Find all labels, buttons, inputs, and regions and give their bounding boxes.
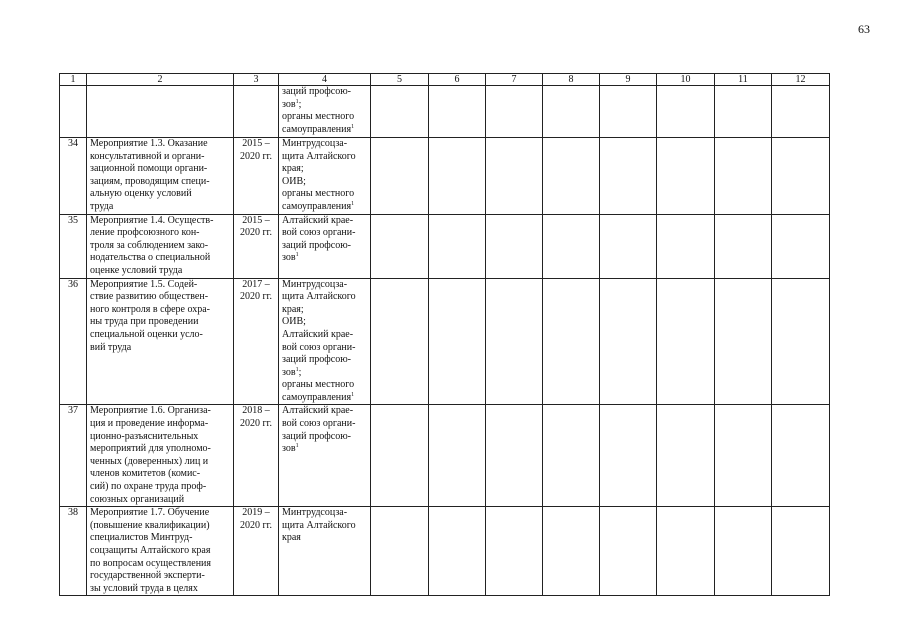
empty-cell-col-11 xyxy=(715,405,772,507)
empty-cell-col-8 xyxy=(543,507,600,596)
measure-description xyxy=(87,214,234,278)
empty-cell-col-9 xyxy=(600,405,657,507)
empty-cell-col-5 xyxy=(371,214,429,278)
table-body xyxy=(60,86,830,596)
empty-cell-col-12 xyxy=(772,405,830,507)
executor-text: вой союз органи- xyxy=(282,227,356,239)
empty-cell-col-10 xyxy=(657,138,715,215)
executor-line xyxy=(282,227,367,240)
executors xyxy=(279,214,371,278)
measure-line: альную оценку условий xyxy=(90,188,192,200)
implementation-period xyxy=(234,138,279,215)
executor-line xyxy=(282,316,367,329)
column-header: 7 xyxy=(486,74,543,86)
empty-cell-col-5 xyxy=(371,278,429,405)
executor-line xyxy=(282,379,367,392)
empty-cell-col-6 xyxy=(429,138,486,215)
empty-cell-col-11 xyxy=(715,507,772,596)
executor-punctuation: ; xyxy=(298,98,302,110)
period-line: 2020 гг. xyxy=(239,150,273,162)
executor-line xyxy=(282,252,367,265)
measure-line: ного контроля в сфере охра- xyxy=(90,303,211,315)
executor-line xyxy=(282,354,367,367)
empty-cell-col-8 xyxy=(543,138,600,215)
empty-cell-col-12 xyxy=(772,507,830,596)
executor-text: вой союз органи- xyxy=(282,418,356,430)
measure-line: Мероприятие 1.3. Оказание xyxy=(90,138,208,149)
implementation-period xyxy=(234,214,279,278)
footnote-mark: 1 xyxy=(351,123,355,130)
empty-cell-col-7 xyxy=(486,138,543,215)
empty-cell-col-8 xyxy=(543,278,600,405)
executor-line xyxy=(282,431,367,444)
measure-line: ствие развитию обществен- xyxy=(90,291,209,303)
empty-cell-col-7 xyxy=(486,214,543,278)
column-header: 10 xyxy=(657,74,715,86)
executor-text: заций профсою- xyxy=(282,354,352,366)
executors xyxy=(279,278,371,405)
executor-text: Минтрудсоцза- xyxy=(282,507,348,519)
empty-cell-col-5 xyxy=(371,86,429,138)
empty-cell-col-9 xyxy=(600,507,657,596)
measure-line: специалистов Минтруд- xyxy=(90,532,193,544)
executor-line xyxy=(282,507,367,520)
executor-text: зов xyxy=(282,366,296,378)
executor-line xyxy=(282,188,367,201)
empty-cell-col-6 xyxy=(429,278,486,405)
executor-text: Алтайский крае- xyxy=(282,405,354,417)
executor-text: вой союз органи- xyxy=(282,341,356,353)
executors xyxy=(279,405,371,507)
measure-line: ление профсоюзного кон- xyxy=(90,227,200,239)
empty-cell-col-7 xyxy=(486,507,543,596)
measure-line: труда xyxy=(90,200,114,212)
executor-text: самоуправления xyxy=(282,391,352,403)
column-header: 8 xyxy=(543,74,600,86)
executor-line xyxy=(282,201,367,214)
measure-line: соцзащиты Алтайского края xyxy=(90,545,211,556)
executor-text: Алтайский крае- xyxy=(282,214,354,226)
period-line: 2015 – xyxy=(242,214,270,226)
executor-line xyxy=(282,111,367,124)
executor-line xyxy=(282,279,367,292)
executor-line xyxy=(282,215,367,228)
table-row xyxy=(60,214,830,278)
empty-cell-col-7 xyxy=(486,278,543,405)
executor-line xyxy=(282,240,367,253)
executor-line xyxy=(282,443,367,456)
empty-cell-col-10 xyxy=(657,86,715,138)
measure-line: Мероприятие 1.6. Организа- xyxy=(90,405,211,417)
empty-cell-col-9 xyxy=(600,278,657,405)
empty-cell-col-10 xyxy=(657,405,715,507)
executor-text: органы местного xyxy=(282,111,355,123)
measure-line: ция и проведение информа- xyxy=(90,418,209,430)
executor-text: органы местного xyxy=(282,188,355,200)
measure-line: членов комитетов (комис- xyxy=(90,468,201,480)
measure-line: союзных организаций xyxy=(90,493,185,505)
measures-table xyxy=(59,73,830,596)
measure-line: мероприятий для уполномо- xyxy=(90,443,211,455)
empty-cell-col-5 xyxy=(371,507,429,596)
measure-line: государственной эксперти- xyxy=(90,570,205,582)
executor-line xyxy=(282,291,367,304)
executor-line xyxy=(282,532,367,545)
measure-line: Мероприятие 1.7. Обучение xyxy=(90,507,210,519)
empty-cell-col-8 xyxy=(543,86,600,138)
empty-cell-col-12 xyxy=(772,214,830,278)
executor-text: края; xyxy=(282,303,304,315)
executor-text: самоуправления xyxy=(282,123,352,135)
measure-line: Мероприятие 1.5. Содей- xyxy=(90,278,198,290)
executor-line xyxy=(282,304,367,317)
measure-line: консультативной и органи- xyxy=(90,150,205,162)
empty-cell-col-12 xyxy=(772,138,830,215)
measure-line: зационной помощи органи- xyxy=(90,163,208,175)
row-number xyxy=(60,86,87,138)
executor-line xyxy=(282,163,367,176)
column-header: 12 xyxy=(772,74,830,86)
executor-text: щита Алтайского xyxy=(282,291,356,303)
executor-text: самоуправления xyxy=(282,200,352,212)
period-line: 2020 гг. xyxy=(239,291,273,303)
column-header: 9 xyxy=(600,74,657,86)
row-number: 38 xyxy=(60,507,87,596)
measure-line: оценке условий труда xyxy=(90,264,183,276)
implementation-period xyxy=(234,86,279,138)
executor-text: Минтрудсоцза- xyxy=(282,138,348,149)
footnote-mark: 1 xyxy=(295,443,299,450)
table-row xyxy=(60,86,830,138)
executor-line xyxy=(282,342,367,355)
executor-line xyxy=(282,418,367,431)
executor-text: края xyxy=(282,532,301,544)
table-row xyxy=(60,507,830,596)
period-line: 2020 гг. xyxy=(239,418,273,430)
period-line: 2020 гг. xyxy=(239,519,273,531)
executor-text: заций профсою- xyxy=(282,86,352,97)
period-line: 2019 – xyxy=(242,507,270,519)
period-line: 2018 – xyxy=(242,405,270,417)
row-number: 34 xyxy=(60,138,87,215)
measure-description xyxy=(87,278,234,405)
column-header: 1 xyxy=(60,74,87,86)
empty-cell-col-6 xyxy=(429,86,486,138)
measure-line: ченных (доверенных) лиц и xyxy=(90,455,209,467)
executor-text: ОИВ; xyxy=(282,175,306,187)
empty-cell-col-11 xyxy=(715,278,772,405)
executor-text: заций профсою- xyxy=(282,430,352,442)
implementation-period xyxy=(234,507,279,596)
implementation-period xyxy=(234,278,279,405)
measure-line: зы условий труда в целях xyxy=(90,582,198,594)
executor-line xyxy=(282,329,367,342)
executor-line xyxy=(282,138,367,151)
executor-line xyxy=(282,124,367,137)
measure-line: специальной оценки усло- xyxy=(90,328,203,340)
empty-cell-col-10 xyxy=(657,214,715,278)
executor-text: щита Алтайского xyxy=(282,150,356,162)
measure-line: вий труда xyxy=(90,341,132,353)
executor-text: зов xyxy=(282,252,296,264)
empty-cell-col-12 xyxy=(772,86,830,138)
executor-punctuation: ; xyxy=(298,366,302,378)
empty-cell-col-7 xyxy=(486,405,543,507)
executor-line xyxy=(282,367,367,380)
executors xyxy=(279,507,371,596)
empty-cell-col-9 xyxy=(600,86,657,138)
empty-cell-col-7 xyxy=(486,86,543,138)
executor-line xyxy=(282,392,367,405)
column-header: 3 xyxy=(234,74,279,86)
footnote-mark: 1 xyxy=(351,200,355,207)
measure-line: нодательства о специальной xyxy=(90,252,211,264)
table-row xyxy=(60,405,830,507)
executors xyxy=(279,138,371,215)
footnote-mark: 1 xyxy=(295,98,299,105)
measure-line: троля за соблюдением зако- xyxy=(90,239,209,251)
empty-cell-col-5 xyxy=(371,138,429,215)
executor-text: края; xyxy=(282,163,304,175)
measure-description xyxy=(87,507,234,596)
executor-line xyxy=(282,176,367,189)
period-line: 2020 гг. xyxy=(239,227,273,239)
empty-cell-col-9 xyxy=(600,138,657,215)
empty-cell-col-11 xyxy=(715,138,772,215)
executor-text: органы местного xyxy=(282,379,355,391)
implementation-period xyxy=(234,405,279,507)
table-row xyxy=(60,138,830,215)
column-header: 4 xyxy=(279,74,371,86)
empty-cell-col-10 xyxy=(657,507,715,596)
measure-line: зациям, проводящим специ- xyxy=(90,175,210,187)
empty-cell-col-6 xyxy=(429,405,486,507)
period-line: 2015 – xyxy=(242,138,270,149)
empty-cell-col-6 xyxy=(429,507,486,596)
executor-text: зов xyxy=(282,98,296,110)
empty-cell-col-9 xyxy=(600,214,657,278)
executor-text: Алтайский крае- xyxy=(282,328,354,340)
empty-cell-col-12 xyxy=(772,278,830,405)
executor-line xyxy=(282,99,367,112)
empty-cell-col-6 xyxy=(429,214,486,278)
executor-text: зов xyxy=(282,443,296,455)
executor-line xyxy=(282,520,367,533)
footnote-mark: 1 xyxy=(295,366,299,373)
column-header: 2 xyxy=(87,74,234,86)
page-number: 63 xyxy=(858,22,870,36)
empty-cell-col-5 xyxy=(371,405,429,507)
executor-line xyxy=(282,151,367,164)
empty-cell-col-11 xyxy=(715,214,772,278)
footnote-mark: 1 xyxy=(295,252,299,259)
row-number: 35 xyxy=(60,214,87,278)
row-number: 36 xyxy=(60,278,87,405)
executor-text: Минтрудсоцза- xyxy=(282,278,348,290)
footnote-mark: 1 xyxy=(351,391,355,398)
executor-line xyxy=(282,405,367,418)
measure-line: ционно-разъяснительных xyxy=(90,430,199,442)
executors xyxy=(279,86,371,138)
column-header: 11 xyxy=(715,74,772,86)
measure-line: Мероприятие 1.4. Осуществ- xyxy=(90,214,214,226)
column-header: 5 xyxy=(371,74,429,86)
measure-description xyxy=(87,138,234,215)
row-number: 37 xyxy=(60,405,87,507)
column-number-row xyxy=(60,74,830,86)
column-header: 6 xyxy=(429,74,486,86)
measure-line: ны труда при проведении xyxy=(90,316,199,328)
measure-line: сий) по охране труда проф- xyxy=(90,481,207,493)
executor-text: заций профсою- xyxy=(282,239,352,251)
measure-description xyxy=(87,86,234,138)
empty-cell-col-8 xyxy=(543,214,600,278)
executor-text: ОИВ; xyxy=(282,316,306,328)
measure-line: (повышение квалификации) xyxy=(90,519,210,531)
measure-description xyxy=(87,405,234,507)
empty-cell-col-10 xyxy=(657,278,715,405)
measure-line: по вопросам осуществления xyxy=(90,557,212,569)
empty-cell-col-11 xyxy=(715,86,772,138)
table-row xyxy=(60,278,830,405)
period-line: 2017 – xyxy=(242,278,270,290)
executor-line xyxy=(282,86,367,99)
empty-cell-col-8 xyxy=(543,405,600,507)
executor-text: щита Алтайского xyxy=(282,519,356,531)
